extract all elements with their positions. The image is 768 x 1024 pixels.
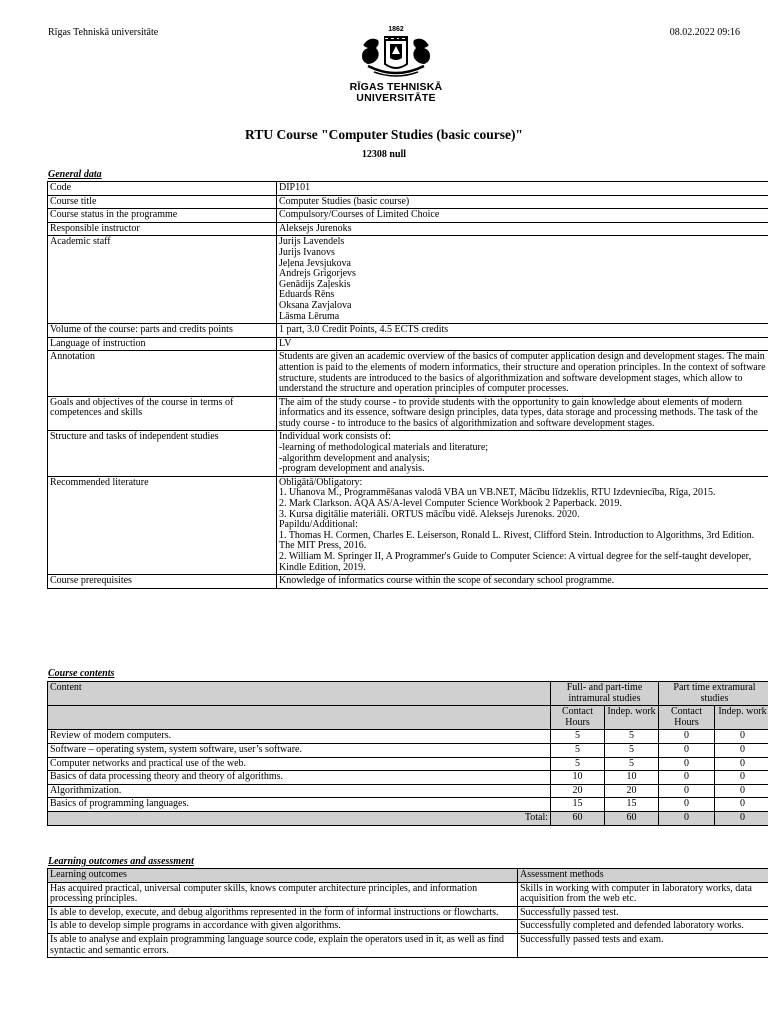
page-subtitle: 12308 null [361, 149, 407, 160]
table-row [48, 337, 768, 351]
contents-head-contact-part: Contact Hours [659, 706, 715, 730]
table-row [48, 575, 768, 589]
outcome-text: Is able to analyse and explain programming language source code, explain the operators used in it, as well as find syntactic and semantic errors. [48, 933, 518, 957]
assessment-method: Successfully passed test. [518, 906, 768, 920]
section-title-contents: Course contents [48, 668, 115, 679]
outcomes-head-outcome: Learning outcomes [48, 869, 518, 883]
header-institution: Rīgas Tehniskā universitāte [48, 27, 159, 38]
contents-hours: 0 [715, 784, 768, 798]
page-title: RTU Course "Computer Studies (basic course)" [245, 127, 523, 142]
contents-topic: Algorithmization. [48, 784, 551, 798]
general-value [277, 222, 768, 236]
contents-hours: 5 [605, 757, 659, 771]
section-title-general: General data [48, 169, 102, 180]
general-value-line: Andrejs Grigorjevs [279, 268, 356, 280]
table-row [48, 182, 768, 196]
general-label: Goals and objectives of the course in terms of competences and skills [48, 396, 277, 431]
general-value-line: Students are given an academic overview of the basics of computer application design and development stages. The main attention is paid to the elements of modern informatics, their structure and operation principles. In the context of software structure, students are introduced to the basics of algorithmization and software development stages, which allow to understand the structure and operation principles of computer processes. [279, 351, 766, 395]
general-value-line: LV [279, 337, 292, 349]
assessment-method: Successfully passed tests and exam. [518, 933, 768, 957]
contents-hours: 0 [659, 757, 715, 771]
table-row [48, 222, 768, 236]
contents-hours: 0 [715, 743, 768, 757]
general-value-line: -learning of methodological materials and literature; [279, 442, 489, 454]
contents-hours: 0 [715, 757, 768, 771]
logo-year: 1862 [388, 26, 404, 33]
table-row [48, 906, 768, 920]
general-value-line: Jurijs Lavendels [279, 236, 345, 248]
general-label: Language of instruction [48, 337, 277, 351]
table-row [48, 236, 768, 324]
general-value-line: 1. Uhanova M., Programmēšanas valodā VBA un VB.NET, Mācību līdzeklis, RTU Izdevniecība, Rīga, 2015. [279, 487, 716, 499]
contents-hours: 0 [715, 798, 768, 812]
contents-hours: 0 [715, 771, 768, 785]
general-label: Structure and tasks of independent studies [48, 431, 277, 476]
contents-hours: 0 [659, 798, 715, 812]
general-label: Responsible instructor [48, 222, 277, 236]
general-value-line: Individual work consists of: [279, 431, 391, 443]
outcome-text: Is able to develop simple programs in accordance with given algorithms. [48, 920, 518, 934]
general-value-line: 3. Kursa digitālie materiāli. ORTUS mācību vidē. Aleksejs Jurenoks. 2020. [279, 508, 580, 520]
general-label: Volume of the course: parts and credits points [48, 324, 277, 338]
general-value-line: Obligātā/Obligatory: [279, 476, 363, 488]
header-datetime: 08.02.2022 09:16 [669, 27, 740, 38]
general-value-line: Computer Studies (basic course) [279, 195, 410, 207]
table-row [48, 324, 768, 338]
contents-hours: 5 [605, 743, 659, 757]
assessment-method: Skills in working with computer in laboratory works, data acquisition from the web etc. [518, 882, 768, 906]
general-value-line: -program development and analysis. [279, 463, 425, 475]
general-value [277, 324, 768, 338]
course-contents-table [47, 681, 768, 826]
table-row [48, 743, 768, 757]
general-value [277, 182, 768, 196]
total-label: Total: [48, 811, 551, 825]
contents-hours: 5 [551, 730, 605, 744]
contents-hours: 10 [551, 771, 605, 785]
logo-name-line2: UNIVERSITĀTE [356, 92, 436, 104]
contents-topic: Software – operating system, system software, user’s software. [48, 743, 551, 757]
contents-hours: 0 [659, 784, 715, 798]
total-value: 60 [551, 811, 605, 825]
contents-hours: 5 [551, 743, 605, 757]
general-value [277, 195, 768, 209]
section-title-outcomes: Learning outcomes and assessment [48, 856, 194, 867]
table-row [48, 351, 768, 396]
contents-head-full: Full- and part-time intramural studies [551, 682, 659, 706]
table-row [48, 431, 768, 476]
general-label: Recommended literature [48, 476, 277, 574]
general-value [277, 337, 768, 351]
contents-topic: Computer networks and practical use of the web. [48, 757, 551, 771]
table-row [48, 920, 768, 934]
table-row [48, 784, 768, 798]
general-value-line: Aleksejs Jurenoks [279, 222, 352, 234]
total-value: 0 [659, 811, 715, 825]
contents-head-content: Content [48, 682, 551, 706]
general-label: Course prerequisites [48, 575, 277, 589]
general-value-line: Eduards Rēns [279, 289, 335, 301]
contents-topic: Basics of data processing theory and theory of algorithms. [48, 771, 551, 785]
general-value-line: Oksana Zavjalova [279, 299, 352, 311]
table-row [48, 209, 768, 223]
general-label: Code [48, 182, 277, 196]
general-label: Course title [48, 195, 277, 209]
general-value [277, 351, 768, 396]
table-row [48, 798, 768, 812]
contents-hours: 15 [605, 798, 659, 812]
contents-hours: 0 [659, 771, 715, 785]
general-value-line: Jurijs Ivanovs [279, 246, 335, 258]
contents-topic: Review of modern computers. [48, 730, 551, 744]
general-value [277, 236, 768, 324]
total-value: 60 [605, 811, 659, 825]
general-value-line: Papildu/Additional: [279, 519, 358, 531]
contents-hours: 20 [605, 784, 659, 798]
total-row [48, 811, 768, 825]
table-row [48, 195, 768, 209]
contents-hours: 0 [715, 730, 768, 744]
general-value-line: 1. Thomas H. Cormen, Charles E. Leiserson, Ronald L. Rivest, Clifford Stein. Introduction to Algorithms, 3rd Edition. The MIT Press, 2016. [279, 529, 755, 552]
table-row [48, 730, 768, 744]
assessment-method: Successfully completed and defended laboratory works. [518, 920, 768, 934]
contents-hours: 5 [605, 730, 659, 744]
contents-head-blank [48, 706, 551, 730]
general-value-line: -algorithm development and analysis; [279, 452, 430, 464]
general-value-line: Compulsory/Courses of Limited Choice [279, 209, 440, 221]
general-data-table [47, 181, 768, 589]
contents-hours: 0 [659, 743, 715, 757]
contents-head-contact-full: Contact Hours [551, 706, 605, 730]
logo-name-line1: RĪGAS TEHNISKĀ [349, 81, 443, 93]
table-row [48, 882, 768, 906]
contents-head-indep-part: Indep. work [715, 706, 768, 730]
contents-hours: 10 [605, 771, 659, 785]
total-value: 0 [715, 811, 768, 825]
table-row [48, 476, 768, 574]
learning-outcomes-table [47, 868, 768, 958]
outcome-text: Has acquired practical, universal computer skills, knows computer architecture principles, and information processing principles. [48, 882, 518, 906]
general-value [277, 476, 768, 574]
general-label: Course status in the programme [48, 209, 277, 223]
rtu-logo [346, 22, 446, 104]
contents-head-part: Part time extramural studies [659, 682, 768, 706]
general-value [277, 575, 768, 589]
table-row [48, 757, 768, 771]
general-value-line: Genādijs Zaļeskis [279, 278, 351, 290]
table-row [48, 771, 768, 785]
outcome-text: Is able to develop, execute, and debug algorithms represented in the form of informal instructions or flowcharts. [48, 906, 518, 920]
general-value [277, 396, 768, 431]
general-label: Academic staff [48, 236, 277, 324]
contents-topic: Basics of programming languages. [48, 798, 551, 812]
contents-hours: 15 [551, 798, 605, 812]
general-value [277, 209, 768, 223]
table-row [48, 933, 768, 957]
contents-hours: 0 [659, 730, 715, 744]
general-value-line: 2. William M. Springer II, A Programmer's Guide to Computer Science: A virtual degree for the self-taught developer, Kindle Edition, 2019. [279, 551, 752, 573]
general-value [277, 431, 768, 476]
general-value-line: 2. Mark Clarkson. AQA AS/A-level Computer Science Workbook 2 Paperback. 2019. [279, 498, 622, 510]
contents-hours: 5 [551, 757, 605, 771]
general-value-line: DIP101 [279, 182, 311, 193]
general-value-line: Jeļena Jevsjukova [279, 257, 351, 269]
contents-hours: 20 [551, 784, 605, 798]
outcomes-head-method: Assessment methods [518, 869, 768, 883]
general-label: Annotation [48, 351, 277, 396]
general-value-line: Knowledge of informatics course within the scope of secondary school programme. [279, 575, 615, 587]
contents-head-indep-full: Indep. work [605, 706, 659, 730]
rtu-crest-icon [354, 22, 438, 82]
general-value-line: 1 part, 3.0 Credit Points, 4.5 ECTS credits [279, 324, 449, 336]
table-row [48, 396, 768, 431]
general-value-line: The aim of the study course - to provide students with the opportunity to gain knowledge about elements of modern informatics and its essence, software design principles, data types, data storage and processing methods. The task of the study course - to introduce to the basics of algorithmization and software development stages. [279, 396, 758, 429]
general-value-line: Lāsma Lēruma [279, 310, 340, 322]
